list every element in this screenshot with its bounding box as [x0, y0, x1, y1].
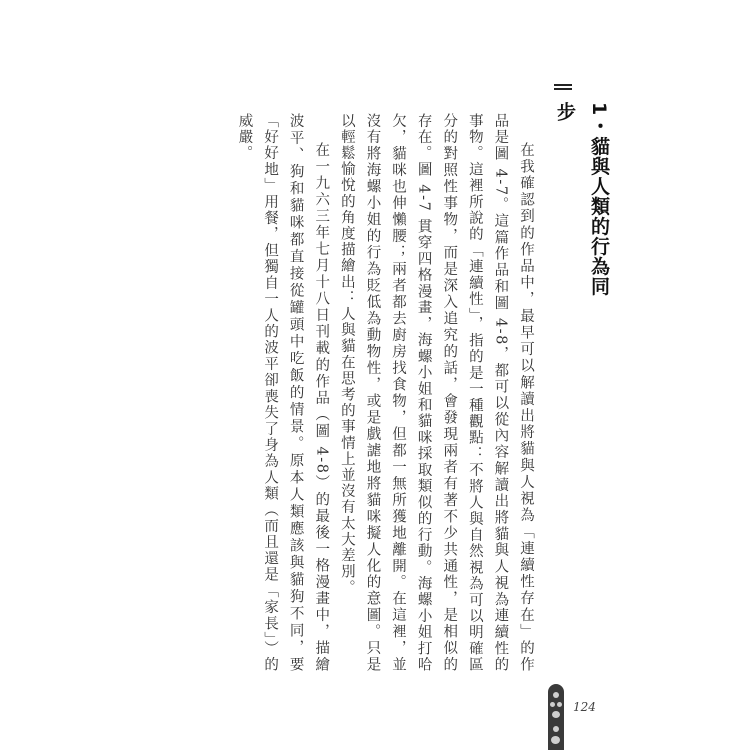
paw-print-icon — [548, 684, 564, 750]
page-number: 124 — [573, 700, 596, 714]
section-title: 1・貓與人類的行為同步 — [554, 102, 610, 297]
heading-marker — [554, 84, 572, 90]
section-heading — [548, 84, 610, 314]
paragraph: 在一九六三年七月十八日刊載的作品（圖 4-8）的最後一格漫畫中，描繪波平、狗和貓咪都直接從罐頭中吃飯的情景。原本人類應該與貓狗不同，要「好好地」用餐，但獨自一人的波平卻喪失了身為人類（而且還是「家長」）的威嚴。 — [236, 113, 330, 673]
paragraph: 在我確認到的作品中，最早可以解讀出將貓與人視為「連續性存在」的作品是圖 4-7。這篇作品和圖 4-8，都可以從內容解讀出將貓與人視為連續性的事物。這裡所說的「連續性」，指的是一種觀點：不將人與自然視為可以明確區分的對照性事物，而是深入追究的話，會發現兩者有著不少共通性，是相似的存在。圖 4-7 貫穿四格漫畫，海螺小姐和貓咪採取類似的行動。海螺小姐打哈欠，貓咪也伸懶腰；兩者都去廚房找食物，但都一無所獲地離開。在這裡，並沒有將海螺小姐的行為貶低為動物性，或是戲謔地將貓咪擬人化的意圖。只是以輕鬆愉悅的角度描繪出：人與貓在思考的事情上並沒有太大差別。 — [338, 113, 534, 673]
body-text — [231, 113, 538, 673]
